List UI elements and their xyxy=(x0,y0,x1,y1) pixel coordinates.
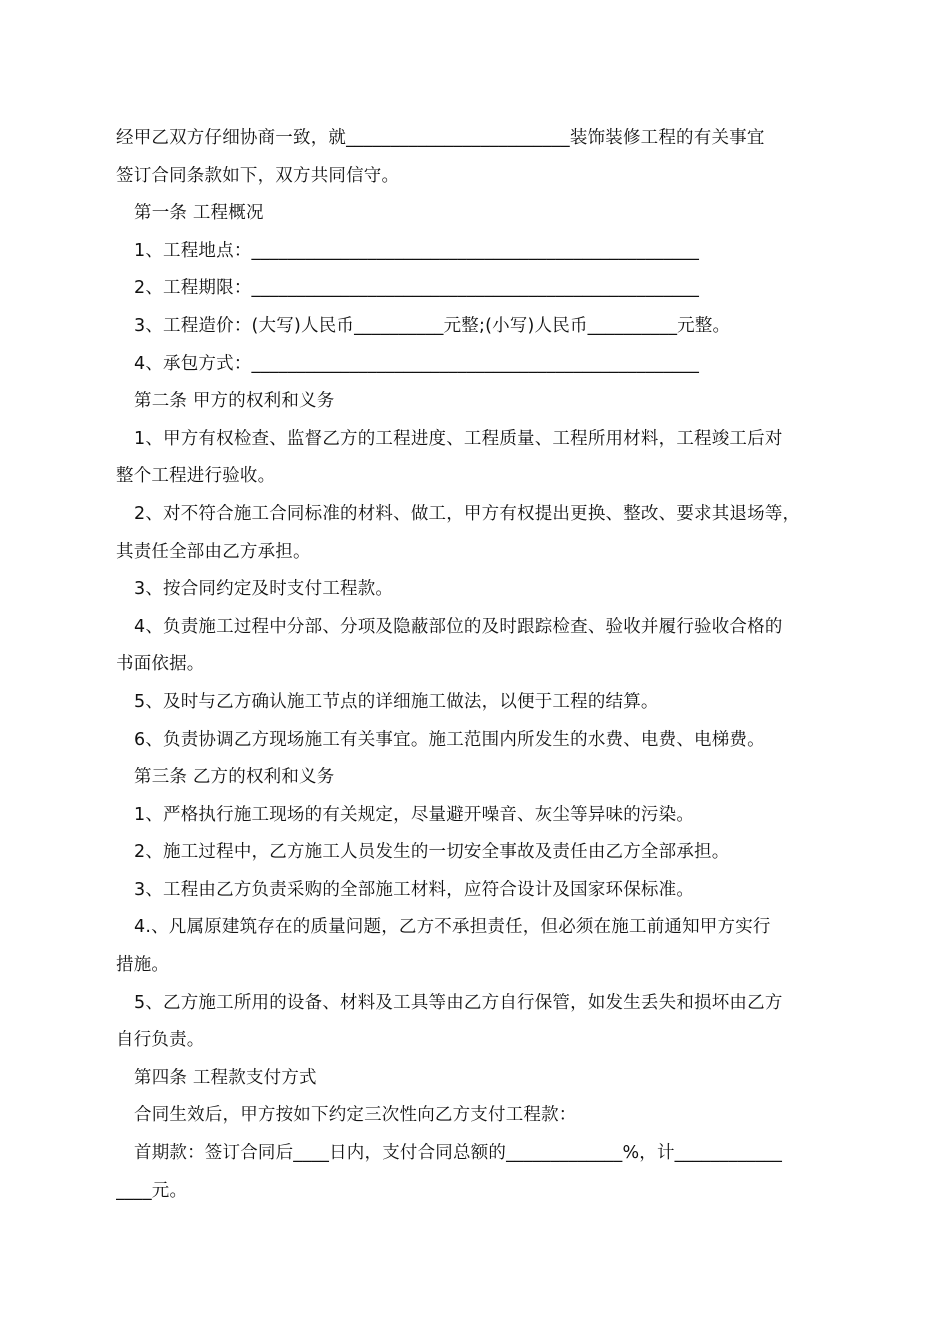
section-heading: 第四条 工程款支付方式 xyxy=(134,1067,317,1088)
text-line: 3、工程造价：(大写)人民币__________元整;(小写)人民币__________元整。 xyxy=(134,315,731,336)
section-heading: 第一条 工程概况 xyxy=(134,203,264,224)
text-line: 书面依据。 xyxy=(116,654,205,675)
text-line: 4.、凡属原建筑存在的质量问题，乙方不承担责任，但必须在施工前通知甲方实行 xyxy=(134,917,771,938)
text-line: 自行负责。 xyxy=(116,1030,205,1051)
text-line: 4、负责施工过程中分部、分项及隐蔽部位的及时跟踪检查、验收并履行验收合格的 xyxy=(134,616,783,637)
text-line: 3、按合同约定及时支付工程款。 xyxy=(134,579,394,600)
text-line: 5、乙方施工所用的设备、材料及工具等由乙方自行保管，如发生丢失和损坏由乙方 xyxy=(134,992,783,1013)
section-heading: 第二条 甲方的权利和义务 xyxy=(134,391,335,412)
text-line: 2、施工过程中，乙方施工人员发生的一切安全事故及责任由乙方全部承担。 xyxy=(134,842,730,863)
text-line: 3、工程由乙方负责采购的全部施工材料，应符合设计及国家环保标准。 xyxy=(134,879,695,900)
section-heading: 第三条 乙方的权利和义务 xyxy=(134,767,335,788)
text-line: 合同生效后，甲方按如下约定三次性向乙方支付工程款： xyxy=(134,1105,577,1126)
text-line: ____元。 xyxy=(116,1180,188,1201)
text-line: 2、对不符合施工合同标准的材料、做工，甲方有权提出更换、整改、要求其退场等， xyxy=(134,503,801,524)
text-line: 整个工程进行验收。 xyxy=(116,466,276,487)
text-line: 1、甲方有权检查、监督乙方的工程进度、工程质量、工程所用材料，工程竣工后对 xyxy=(134,428,783,449)
text-line: 5、及时与乙方确认施工节点的详细施工做法，以便于工程的结算。 xyxy=(134,691,659,712)
text-line: 首期款：签订合同后____日内，支付合同总额的_____________%，计____________ xyxy=(134,1143,783,1164)
text-line: 签订合同条款如下，双方共同信守。 xyxy=(116,165,400,186)
text-line: 2、工程期限：__________________________________________________ xyxy=(134,278,700,299)
text-line: 其责任全部由乙方承担。 xyxy=(116,541,311,562)
text-line: 6、负责协调乙方现场施工有关事宜。施工范围内所发生的水费、电费、电梯费。 xyxy=(134,729,765,750)
text-line: 措施。 xyxy=(116,955,170,976)
text-line: 1、严格执行施工现场的有关规定，尽量避开噪音、灰尘等异味的污染。 xyxy=(134,804,695,825)
text-line: 1、工程地点：__________________________________________________ xyxy=(134,240,700,261)
text-line: 4、承包方式：__________________________________________________ xyxy=(134,353,700,374)
document-body xyxy=(116,120,838,1210)
text-line: 经甲乙双方仔细协商一致，就_________________________装饰装修工程的有关事宜 xyxy=(116,128,765,148)
